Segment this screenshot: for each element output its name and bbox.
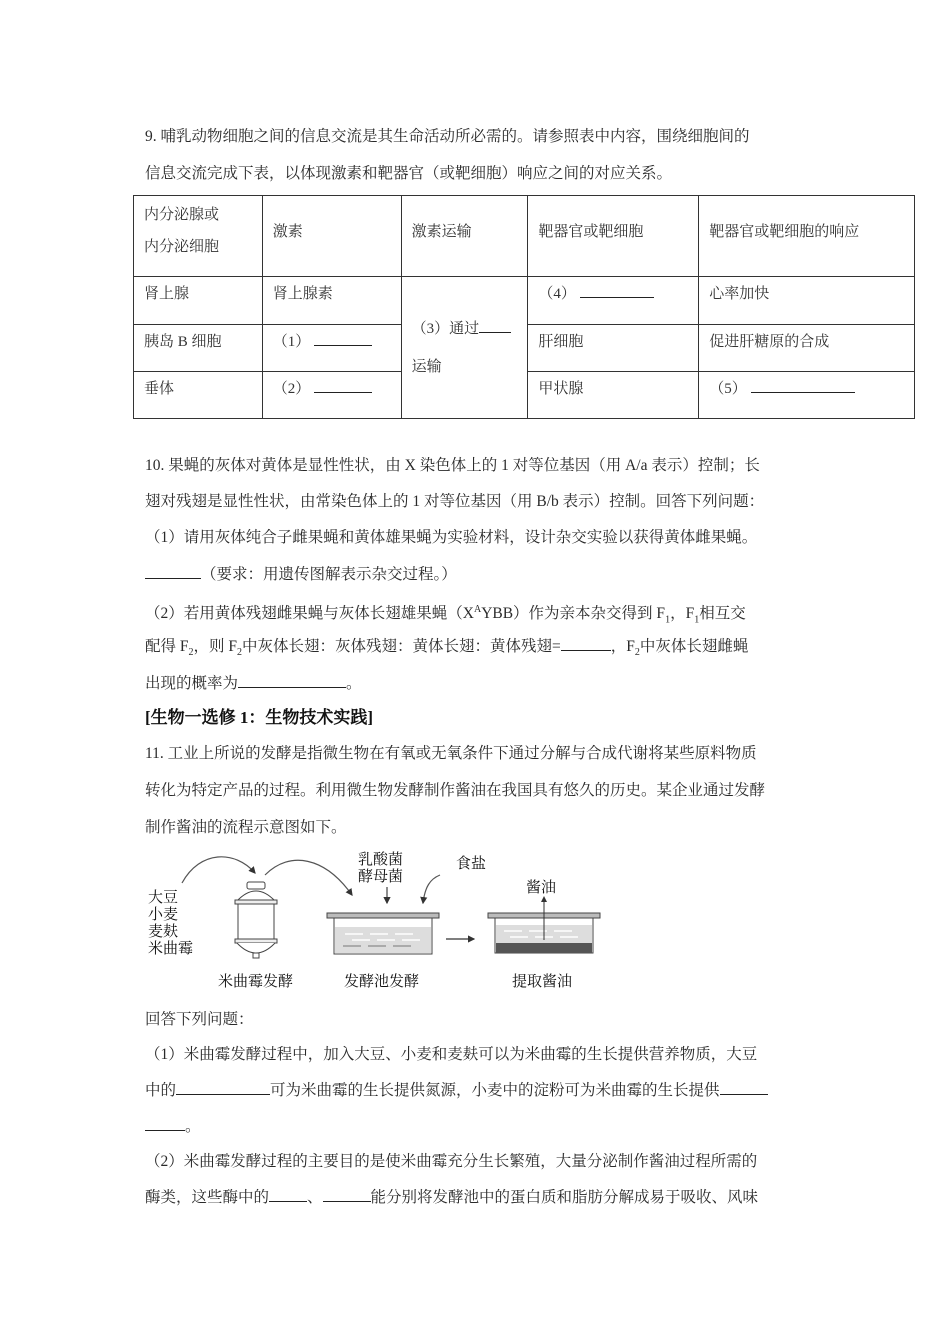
answer-blank-nitrogen-source[interactable] [176, 1081, 270, 1095]
answer-prompt: 回答下列问题： [145, 1011, 254, 1028]
cell-gland: 肾上腺 [134, 277, 263, 324]
q11-text-line3: 制作酱油的流程示意图如下。 [145, 819, 347, 836]
table-row [134, 277, 915, 324]
q9-text-line2: 信息交流完成下表，以体现激素和靶器官（或靶细胞）响应之间的对应关系。 [145, 165, 673, 182]
step-label-pool-fermentation: 发酵池发酵 [344, 972, 420, 990]
cell-response: 促进肝糖原的合成 [699, 324, 915, 371]
q9-text-line1: 9. 哺乳动物细胞之间的信息交流是其生命活动所必需的。请参照表中内容，围绕细胞间的 [145, 128, 750, 145]
q10-text-line1: 10. 果蝇的灰体对黄体是显性性状，由 X 染色体上的 1 对等位基因（用 A/a 表示）控制；长 [145, 457, 760, 474]
answer-blank-1[interactable] [314, 332, 372, 346]
answer-blank-2[interactable] [314, 379, 372, 393]
q11-part2-line2: 酶类，这些酶中的 、 能分别将发酵池中的蛋白质和脂肪分解成易于吸收、风味 [145, 1189, 759, 1206]
header-hormone: 激素 [262, 196, 401, 277]
soy-sauce-flow-diagram [140, 845, 620, 995]
raw-materials-list: 大豆 小麦 麦麸 米曲霉 [148, 888, 194, 957]
answer-blank-4[interactable] [580, 284, 654, 298]
q11-text-line2: 转化为特定产品的过程。利用微生物发酵制作酱油在我国具有悠久的历史。某企业通过发酵 [145, 782, 766, 799]
answer-blank-enzyme-1[interactable] [269, 1188, 307, 1202]
cell-gland: 垂体 [134, 371, 263, 418]
q10-part2-line3: 出现的概率为 。 [145, 675, 362, 692]
q11-part1-line2: 中的 可为米曲霉的生长提供氮源，小麦中的淀粉可为米曲霉的生长提供 [145, 1081, 768, 1101]
cell-target: （4） [528, 277, 699, 324]
cell-response: （5） [699, 371, 915, 418]
q11-text-line1: 11. 工业上所说的发酵是指微生物在有氧或无氧条件下通过分解与合成代谢将某些原料物质 [145, 745, 757, 762]
cell-hormone: （1） [262, 324, 401, 371]
q10-text-line2: 翅对残翅是显性性状，由常染色体上的 1 对等位基因（用 B/b 表示）控制。回答下列问题： [145, 493, 765, 510]
q11-part1-line3: 。 [145, 1117, 201, 1137]
answer-blank-enzyme-2[interactable] [323, 1188, 371, 1202]
answer-blank-ratio[interactable] [561, 637, 611, 651]
header-transport: 激素运输 [401, 196, 528, 277]
q10-part2-line1: （2）若用黄体残翅雌果蝇与灰体长翅雄果蝇$(X^AYBB)$作为亲本杂交得到 $F_1$，$F_1$相互交 [145, 604, 746, 626]
cell-hormone: （2） [262, 371, 401, 418]
cell-target: 甲状腺 [528, 371, 699, 418]
salt-label: 食盐 [456, 854, 487, 872]
q10-part1-line2: （要求：用遗传图解表示杂交过程。） [145, 565, 457, 585]
table-header-row [134, 196, 915, 277]
soy-sauce-label: 酱油 [526, 878, 557, 896]
extraction-pool-icon [488, 897, 600, 953]
microbes-label: 乳酸菌 酵母菌 [358, 850, 404, 885]
cell-gland: 胰岛 B 细胞 [134, 324, 263, 371]
cell-response: 心率加快 [699, 277, 915, 324]
section-heading: [生物一选修 1：生物技术实践] [145, 708, 374, 727]
answer-blank-q10-1[interactable] [145, 565, 201, 579]
hormone-table [133, 195, 915, 419]
answer-blank-5[interactable] [751, 379, 855, 393]
fermenter-icon [235, 882, 277, 958]
answer-blank-3[interactable] [479, 319, 511, 333]
cell-hormone: 肾上腺素 [262, 277, 401, 324]
q10-part1-line1: （1）请用灰体纯合子雌果蝇和黄体雄果蝇为实验材料，设计杂交实验以获得黄体雌果蝇。 [145, 529, 758, 546]
header-response: 靶器官或靶细胞的响应 [699, 196, 915, 277]
header-gland: 内分泌腺或 内分泌细胞 [134, 196, 263, 277]
cell-transport-merged: （3）通过 运输 [401, 277, 528, 419]
q10-part2-line2: 配得 $F_2$，则 $F_2$中灰体长翅：灰体残翅：黄体长翅：黄体残翅= ，$F_2$中灰体长翅雌蝇 [145, 638, 749, 659]
answer-blank-carbon-source-cont[interactable] [145, 1117, 185, 1131]
step-label-koji-fermentation: 米曲霉发酵 [218, 972, 294, 990]
q11-part2-line1: （2）米曲霉发酵过程的主要目的是使米曲霉充分生长繁殖，大量分泌制作酱油过程所需的 [145, 1153, 758, 1170]
q11-part1-line1: （1）米曲霉发酵过程中，加入大豆、小麦和麦麸可以为米曲霉的生长提供营养物质，大豆 [145, 1046, 758, 1063]
header-target: 靶器官或靶细胞 [528, 196, 699, 277]
step-label-extraction: 提取酱油 [512, 972, 573, 990]
answer-blank-probability[interactable] [238, 674, 346, 688]
cell-target: 肝细胞 [528, 324, 699, 371]
fermentation-pool-icon [327, 913, 439, 954]
answer-blank-carbon-source[interactable] [720, 1081, 768, 1095]
